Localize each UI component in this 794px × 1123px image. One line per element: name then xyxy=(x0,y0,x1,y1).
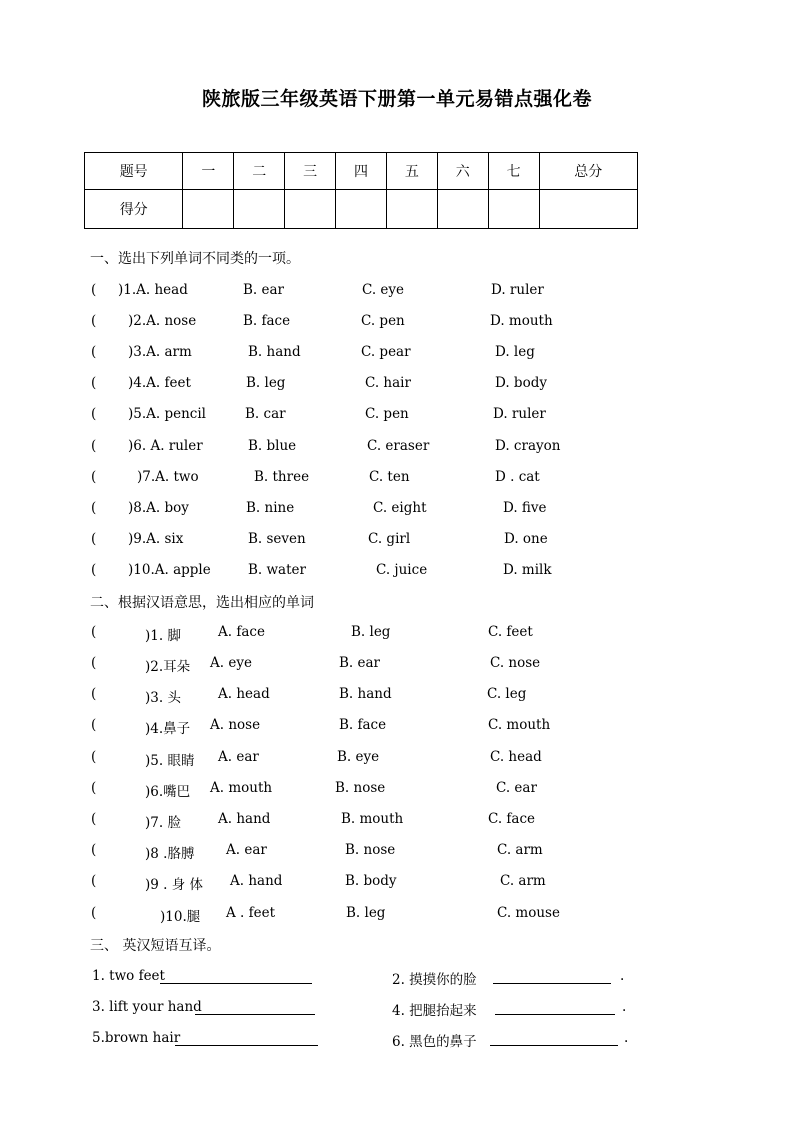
answer-blank[interactable] xyxy=(490,1030,618,1046)
answer-paren[interactable]: ( xyxy=(91,469,97,485)
score-header-cell: 六 xyxy=(437,153,488,190)
answer-paren[interactable]: ( xyxy=(91,873,97,889)
section2-item xyxy=(0,811,794,831)
option-d: D . cat xyxy=(495,469,540,485)
section1-item xyxy=(0,562,794,582)
option-b: B. face xyxy=(243,313,291,329)
answer-blank[interactable] xyxy=(195,999,315,1015)
option-d: D. leg xyxy=(495,344,535,360)
score-table-header-row xyxy=(85,153,638,190)
answer-paren[interactable]: ( xyxy=(91,344,97,360)
option-b: B. leg xyxy=(346,905,386,921)
option-b: B. seven xyxy=(248,531,306,547)
option-c: C. pen xyxy=(365,406,409,422)
section2-item xyxy=(0,905,794,925)
question-label: )8.A. boy xyxy=(128,500,189,516)
score-cell[interactable] xyxy=(386,190,437,229)
score-cell[interactable] xyxy=(437,190,488,229)
question-label: )8 .胳膊 xyxy=(145,846,195,862)
section1-item xyxy=(0,469,794,489)
option-d: D. body xyxy=(495,375,547,391)
section2-item xyxy=(0,842,794,862)
option-b: B. nose xyxy=(345,842,396,858)
answer-paren[interactable]: ( xyxy=(91,624,97,640)
section1-item xyxy=(0,313,794,333)
score-header-cell: 总分 xyxy=(539,153,638,190)
option-b: B. eye xyxy=(337,749,380,765)
question-label: )1.A. head xyxy=(118,282,188,298)
option-c: C. eye xyxy=(362,282,405,298)
option-a: A. ear xyxy=(226,842,267,858)
question-label: )6.嘴巴 xyxy=(145,784,191,800)
option-b: B. nine xyxy=(246,500,295,516)
option-a: A. nose xyxy=(210,717,261,733)
option-b: B. leg xyxy=(351,624,391,640)
section1-item xyxy=(0,500,794,520)
translation-prompt-left: 1. two feet xyxy=(92,968,165,984)
answer-paren[interactable]: ( xyxy=(91,375,97,391)
section2-item xyxy=(0,624,794,644)
question-label: )9 . 身 体 xyxy=(145,877,204,893)
question-label: )4.A. feet xyxy=(128,375,191,391)
score-cell[interactable] xyxy=(234,190,285,229)
option-d: D. five xyxy=(503,500,547,516)
option-c: C. juice xyxy=(376,562,428,578)
section1-heading: 一、选出下列单词不同类的一项。 xyxy=(90,251,300,267)
translation-prompt-left: 3. lift your hand xyxy=(92,999,202,1015)
score-row-label: 得分 xyxy=(85,190,183,229)
answer-paren[interactable]: ( xyxy=(91,749,97,765)
score-cell[interactable] xyxy=(183,190,234,229)
answer-blank[interactable] xyxy=(495,999,615,1015)
question-label: )10.A. apple xyxy=(128,562,211,578)
option-a: A. head xyxy=(218,686,270,702)
answer-paren[interactable]: ( xyxy=(91,313,97,329)
option-b: B. ear xyxy=(339,655,380,671)
score-cell[interactable] xyxy=(539,190,638,229)
answer-paren[interactable]: ( xyxy=(91,531,97,547)
question-label: )7.A. two xyxy=(137,469,199,485)
section3-heading: 三、 英汉短语互译。 xyxy=(90,938,221,954)
section2-heading: 二、根据汉语意思，选出相应的单词 xyxy=(90,595,314,611)
section1-item xyxy=(0,438,794,458)
option-b: B. face xyxy=(339,717,387,733)
score-header-cell: 三 xyxy=(285,153,336,190)
question-label: )5. 眼睛 xyxy=(145,753,195,769)
score-header-cell: 题号 xyxy=(85,153,183,190)
translation-prompt-left: 5.brown hair xyxy=(92,1030,181,1046)
answer-paren[interactable]: ( xyxy=(91,780,97,796)
question-label: )7. 脸 xyxy=(145,815,181,831)
option-c: C. mouth xyxy=(488,717,551,733)
option-c: C. ear xyxy=(496,780,537,796)
option-a: A. face xyxy=(218,624,265,640)
answer-paren[interactable]: ( xyxy=(91,282,97,298)
option-c: C. leg xyxy=(487,686,527,702)
sentence-period: . xyxy=(620,968,625,984)
question-label: )3.A. arm xyxy=(128,344,192,360)
question-label: )5.A. pencil xyxy=(128,406,207,422)
option-c: C. head xyxy=(490,749,542,765)
section2-item xyxy=(0,717,794,737)
translation-item xyxy=(0,968,794,988)
option-c: C. pear xyxy=(361,344,411,360)
option-d: D. milk xyxy=(503,562,552,578)
question-label: )9.A. six xyxy=(128,531,184,547)
answer-paren[interactable]: ( xyxy=(91,500,97,516)
score-header-cell: 四 xyxy=(336,153,387,190)
option-a: A. eye xyxy=(210,655,252,671)
answer-paren[interactable]: ( xyxy=(91,842,97,858)
option-b: B. nose xyxy=(335,780,386,796)
option-c: C. hair xyxy=(365,375,411,391)
section2-item xyxy=(0,873,794,893)
score-cell[interactable] xyxy=(285,190,336,229)
option-d: D. one xyxy=(504,531,548,547)
answer-paren[interactable]: ( xyxy=(91,905,97,921)
translation-prompt-right: 4. 把腿抬起来 xyxy=(392,1003,477,1019)
option-b: B. body xyxy=(345,873,397,889)
section1-item xyxy=(0,406,794,426)
answer-paren[interactable]: ( xyxy=(91,686,97,702)
section1-item xyxy=(0,531,794,551)
option-d: D. mouth xyxy=(490,313,553,329)
section1-item xyxy=(0,344,794,364)
option-b: B. three xyxy=(254,469,310,485)
option-b: B. hand xyxy=(248,344,301,360)
answer-paren[interactable]: ( xyxy=(91,655,97,671)
option-b: B. ear xyxy=(243,282,284,298)
translation-prompt-right: 6. 黑色的鼻子 xyxy=(392,1034,477,1050)
option-d: D. crayon xyxy=(495,438,561,454)
score-cell[interactable] xyxy=(488,190,539,229)
answer-blank[interactable] xyxy=(493,968,611,984)
option-c: C. girl xyxy=(368,531,411,547)
option-c: C. eraser xyxy=(367,438,430,454)
section2-item xyxy=(0,655,794,675)
score-table-score-row xyxy=(85,190,638,229)
section2-item xyxy=(0,686,794,706)
sentence-period: . xyxy=(624,1030,629,1046)
page-title: 陕旅版三年级英语下册第一单元易错点强化卷 xyxy=(201,88,592,110)
section2-item xyxy=(0,749,794,769)
question-label: )2.A. nose xyxy=(128,313,197,329)
section2-item xyxy=(0,780,794,800)
answer-paren[interactable]: ( xyxy=(91,811,97,827)
question-label: )4.鼻子 xyxy=(145,721,191,737)
translation-item xyxy=(0,999,794,1019)
score-table xyxy=(84,152,638,229)
option-c: C. arm xyxy=(497,842,543,858)
option-c: C. feet xyxy=(488,624,533,640)
question-label: )2.耳朵 xyxy=(145,659,191,675)
score-cell[interactable] xyxy=(336,190,387,229)
section1-item xyxy=(0,282,794,302)
section1-item xyxy=(0,375,794,395)
option-b: B. mouth xyxy=(341,811,404,827)
option-c: C. arm xyxy=(500,873,546,889)
option-b: B. hand xyxy=(339,686,392,702)
option-b: B. leg xyxy=(246,375,286,391)
option-c: C. face xyxy=(488,811,536,827)
answer-paren[interactable]: ( xyxy=(91,438,97,454)
option-c: C. mouse xyxy=(497,905,560,921)
option-b: B. blue xyxy=(248,438,297,454)
option-c: C. eight xyxy=(373,500,427,516)
option-d: D. ruler xyxy=(493,406,546,422)
option-c: C. pen xyxy=(361,313,405,329)
option-a: A. hand xyxy=(218,811,271,827)
translation-prompt-right: 2. 摸摸你的脸 xyxy=(392,972,477,988)
option-a: A. hand xyxy=(230,873,283,889)
option-a: A. mouth xyxy=(210,780,273,796)
option-c: C. ten xyxy=(369,469,410,485)
question-label: )3. 头 xyxy=(145,690,181,706)
question-label: )1. 脚 xyxy=(145,628,181,644)
answer-paren[interactable]: ( xyxy=(91,717,97,733)
answer-blank[interactable] xyxy=(175,1030,318,1046)
question-label: )10.腿 xyxy=(160,909,201,925)
translation-item xyxy=(0,1030,794,1050)
sentence-period: . xyxy=(622,999,627,1015)
score-header-cell: 二 xyxy=(234,153,285,190)
option-b: B. water xyxy=(248,562,306,578)
score-header-cell: 七 xyxy=(488,153,539,190)
option-a: A . feet xyxy=(226,905,276,921)
option-b: B. car xyxy=(245,406,286,422)
option-d: D. ruler xyxy=(491,282,544,298)
score-header-cell: 一 xyxy=(183,153,234,190)
option-a: A. ear xyxy=(218,749,259,765)
option-c: C. nose xyxy=(490,655,541,671)
answer-paren[interactable]: ( xyxy=(91,562,97,578)
question-label: )6. A. ruler xyxy=(128,438,203,454)
score-header-cell: 五 xyxy=(386,153,437,190)
answer-blank[interactable] xyxy=(160,968,312,984)
answer-paren[interactable]: ( xyxy=(91,406,97,422)
